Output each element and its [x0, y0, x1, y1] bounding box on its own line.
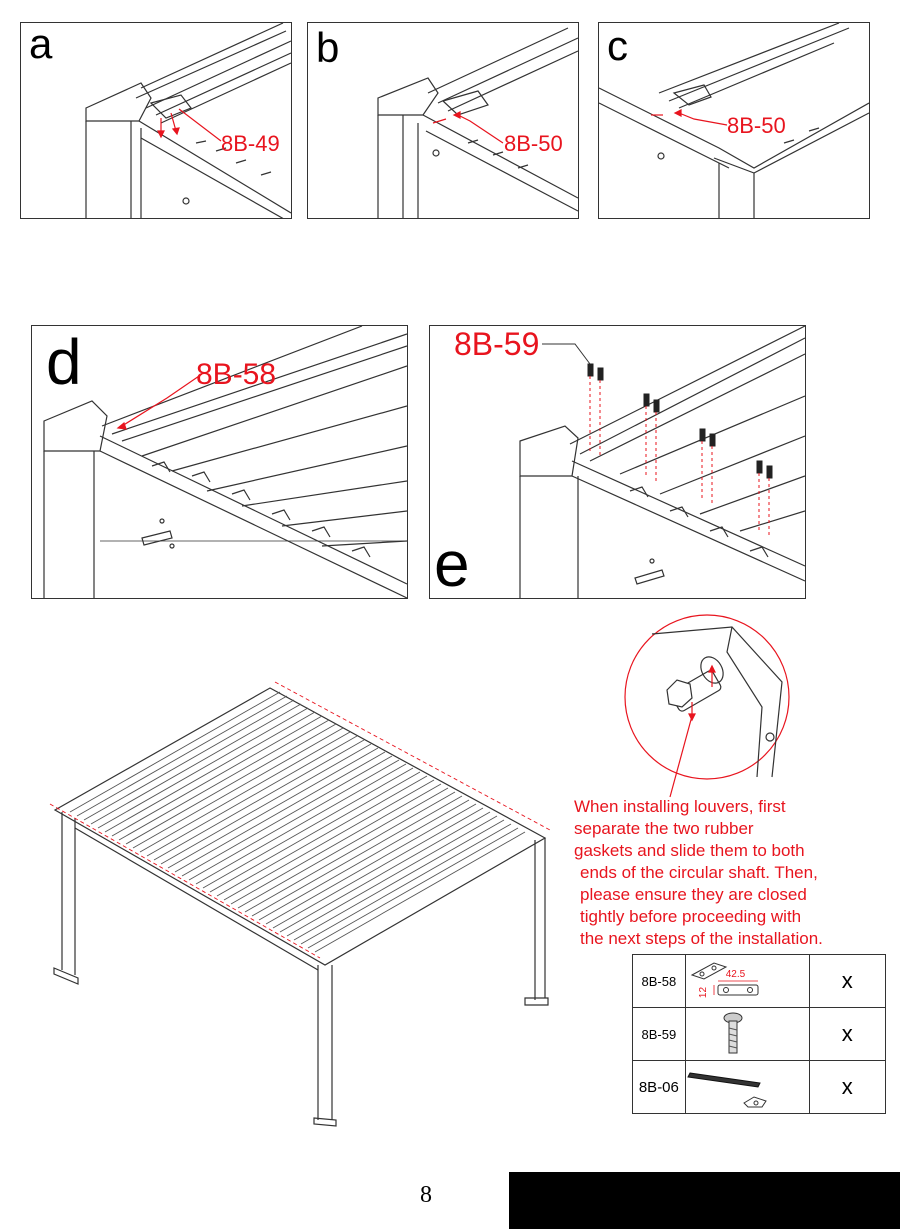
step-e-illustration: [430, 326, 805, 598]
part-quantity: x: [809, 1061, 885, 1114]
step-panel-e: [429, 325, 806, 599]
note-line: gaskets and slide them to both: [574, 841, 805, 860]
step-letter-a: a: [29, 22, 53, 67]
step-panel-d: [31, 325, 408, 599]
dimension-length: 42.5: [725, 969, 746, 980]
step-letter-b: b: [316, 24, 340, 71]
step-panel-c: [598, 22, 870, 219]
note-line: When installing louvers, first: [574, 797, 786, 816]
plate-icon: [686, 955, 810, 1007]
step-panel-b: [307, 22, 579, 219]
louver-installation-note: [574, 796, 874, 950]
step-a-illustration: [21, 23, 291, 218]
page-number: 8: [420, 1182, 432, 1208]
gasket-detail-illustration: [612, 612, 802, 802]
part-code: 8B-59: [633, 1008, 686, 1061]
part-image-8b-06: [685, 1061, 809, 1114]
part-code: 8B-58: [633, 955, 686, 1008]
part-callout-8b-50-c: 8B-50: [727, 113, 786, 138]
part-code: 8B-06: [633, 1061, 686, 1114]
note-line: please ensure they are closed: [580, 885, 807, 904]
part-callout-8b-59: 8B-59: [454, 326, 540, 362]
parts-table: [632, 954, 886, 1114]
note-line: separate the two rubber: [574, 819, 754, 838]
part-quantity: x: [809, 955, 885, 1008]
note-line: the next steps of the installation.: [580, 929, 823, 948]
step-letter-e: e: [434, 528, 470, 599]
step-panel-a: [20, 22, 292, 219]
part-callout-8b-49: 8B-49: [221, 131, 280, 156]
part-image-8b-59: [685, 1008, 809, 1061]
table-row: [633, 955, 886, 1008]
part-quantity: x: [809, 1008, 885, 1061]
bolt-icon: [686, 1008, 810, 1060]
step-b-illustration: [308, 23, 578, 218]
part-image-8b-58: [685, 955, 809, 1008]
note-line: tightly before proceeding with: [580, 907, 802, 926]
note-line: ends of the circular shaft. Then,: [580, 863, 818, 882]
table-row: [633, 1008, 886, 1061]
footer-bar: [509, 1172, 900, 1229]
step-letter-d: d: [46, 326, 82, 398]
dimension-width: 12: [697, 986, 709, 999]
gasket-strip-icon: [686, 1061, 810, 1113]
pergola-overview-illustration: [40, 680, 560, 1130]
table-row: [633, 1061, 886, 1114]
step-letter-c: c: [607, 22, 628, 69]
part-callout-8b-58: 8B-58: [196, 358, 277, 391]
part-callout-8b-50-b: 8B-50: [504, 131, 563, 156]
